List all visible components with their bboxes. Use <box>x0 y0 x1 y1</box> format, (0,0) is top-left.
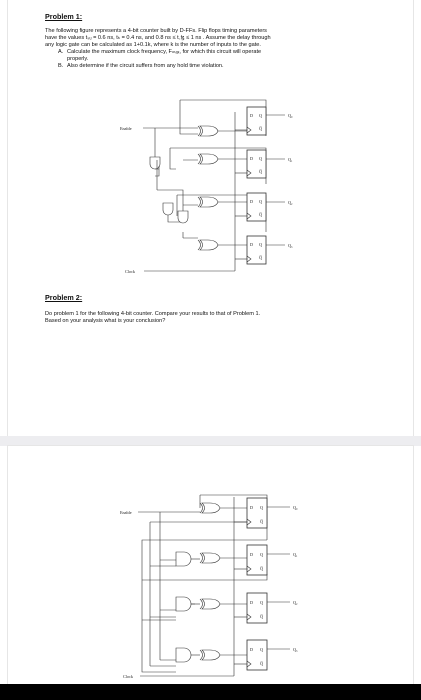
dff-2-qbar-label: Q̅ <box>259 212 263 217</box>
dff2-2-q-label: Q <box>260 600 264 605</box>
item-a-text-2: properly. <box>67 56 89 62</box>
xor2-gate-3 <box>200 650 247 660</box>
xor2-gate-1 <box>200 553 247 563</box>
problem2-line-1: Do problem 1 for the following 4-bit counter. Compare your results to that of Problem 1. <box>45 311 261 317</box>
output-q0-label: Q₀ <box>288 113 293 118</box>
output-q1-label: Q₁ <box>288 157 293 162</box>
problem2-line-2: Based on your analysis what is your conclusion? <box>45 318 166 324</box>
dff2-2-d-label: D <box>250 600 254 605</box>
dff2-1-q-label: Q <box>260 552 264 557</box>
problem2-heading: Problem 2: <box>45 293 83 302</box>
output2-q3-label: Q₃ <box>293 647 298 652</box>
dff-1-qbar-label: Q̅ <box>259 169 263 174</box>
xor2-gate-2 <box>200 599 247 609</box>
dff2-0-d-label: D <box>250 505 254 510</box>
output-q3-label: Q₃ <box>288 243 293 248</box>
output2-q1-label: Q₁ <box>293 552 298 557</box>
dff-0-qbar-label: Q̅ <box>259 126 263 131</box>
dff-0-d-label: D <box>250 113 254 118</box>
dff2-0-qbar-label: Q̅ <box>260 519 264 524</box>
problem1-line-2: have the values tₛᵤ = 0.6 ns, tₕ = 0.4 ns, and 0.8 ns ≤ t꜀ꜩ ≤ 1 ns . Assume the delay through <box>45 35 271 41</box>
clock-label-2: Clock <box>123 674 134 679</box>
problem1-heading: Problem 1: <box>45 12 83 21</box>
dff2-0-q-label: Q <box>260 505 264 510</box>
item-a-label: A. <box>58 49 64 55</box>
and2-gate-1 <box>176 552 200 566</box>
problem1-line-1: The following figure represents a 4-bit counter built by D-FFs. Flip flops timing parameters <box>45 28 267 34</box>
fb2-enable-bus <box>160 512 176 660</box>
output2-q0-label: Q₀ <box>293 505 298 510</box>
dff-2-q-label: Q <box>259 199 263 204</box>
dff-0-q-label: Q <box>259 113 263 118</box>
and2-gate-3 <box>176 648 200 662</box>
enable-label-2: Enable <box>120 510 132 515</box>
dff2-1-d-label: D <box>250 552 254 557</box>
dff-1-q-label: Q <box>259 156 263 161</box>
dff2-1-qbar-label: Q̅ <box>260 566 264 571</box>
dff-3-qbar-label: Q̅ <box>259 255 263 260</box>
dff-2-d-label: D <box>250 199 254 204</box>
output2-q2-label: Q₂ <box>293 600 298 605</box>
dff2-2-qbar-label: Q̅ <box>260 614 264 619</box>
dff2-1 <box>234 545 298 575</box>
xor2-gate-0 <box>200 503 247 513</box>
dff-3-q-label: Q <box>259 242 263 247</box>
dff2-3-q-label: Q <box>260 647 264 652</box>
problem1-line-3: any logic gate can be calculated as 1+0.1k, where k is the number of inputs to the gate. <box>45 42 261 48</box>
dff2-3-d-label: D <box>250 647 254 652</box>
dff2-2 <box>234 593 298 623</box>
output-q2-label: Q₂ <box>288 200 293 205</box>
dff-3-d-label: D <box>250 242 254 247</box>
clock-label: Clock <box>125 269 136 274</box>
item-a-text-1: Calculate the maximum clock frequency, Fₘₐₓ, for which this circuit will operate <box>67 49 262 55</box>
enable-label: Enable <box>120 126 132 131</box>
and2-gate-2 <box>176 597 200 611</box>
dff2-3-qbar-label: Q̅ <box>260 661 264 666</box>
dff-1-d-label: D <box>250 156 254 161</box>
item-b-text-1: Also determine if the circuit suffers from any hold time violation. <box>67 63 224 69</box>
dff2-0 <box>234 498 298 528</box>
item-b-label: B. <box>58 63 64 69</box>
